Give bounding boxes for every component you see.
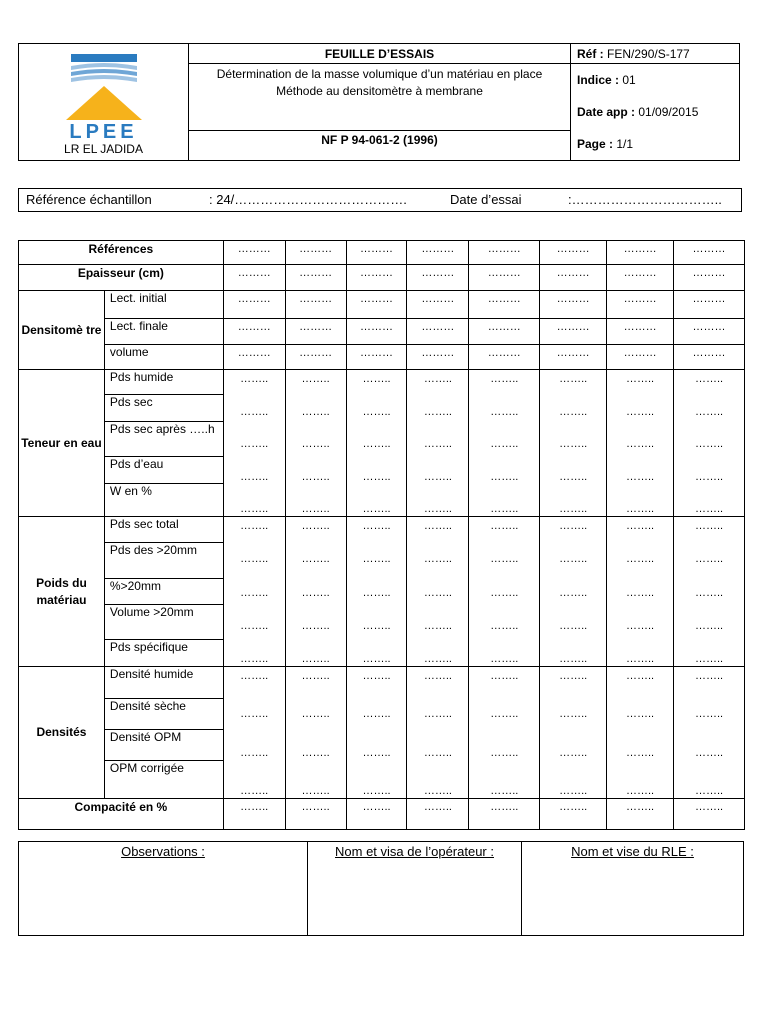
teneur-label: Teneur en eau — [19, 370, 105, 517]
value-cell[interactable]: …….. — [240, 619, 269, 632]
value-cell[interactable]: …….. — [626, 653, 655, 665]
doc-type: FEUILLE D’ESSAIS — [189, 44, 571, 64]
value-cell[interactable]: …….. — [694, 670, 724, 682]
value-cell[interactable]: …….. — [559, 746, 588, 759]
value-cell[interactable]: …….. — [362, 586, 391, 599]
value-column[interactable] — [346, 517, 407, 667]
value-cell[interactable]: …….. — [559, 670, 588, 682]
meta-cell — [571, 64, 740, 161]
value-cell[interactable]: …….. — [694, 553, 724, 566]
value-cell[interactable]: …….. — [626, 438, 655, 450]
value-cell[interactable]: …….. — [694, 784, 724, 797]
value-cell[interactable]: …….. — [240, 586, 269, 599]
value-column[interactable] — [223, 370, 285, 517]
value-cell[interactable]: …….. — [423, 670, 452, 682]
value-cell[interactable]: …….. — [626, 708, 655, 721]
value-cell[interactable]: …….. — [423, 405, 452, 418]
value-cell[interactable]: …….. — [301, 405, 330, 418]
row-label: OPM corrigée — [104, 760, 223, 798]
value-cell[interactable]: …….. — [626, 470, 655, 483]
value-column[interactable] — [407, 517, 469, 667]
value-cell[interactable]: …….. — [301, 746, 330, 759]
value-cell[interactable]: …….. — [490, 438, 519, 450]
sample-ref-label: Référence échantillon — [26, 192, 152, 207]
value-cell[interactable]: …….. — [240, 553, 269, 566]
value-column[interactable] — [469, 517, 540, 667]
value-cell[interactable]: …….. — [240, 746, 269, 759]
value-cell[interactable]: …….. — [626, 405, 655, 418]
measurement-grid — [18, 240, 745, 830]
row-label: Lect. finale — [104, 319, 223, 345]
value-column[interactable] — [407, 667, 469, 799]
value-cell[interactable]: ……… — [674, 241, 745, 265]
value-cell[interactable]: ……… — [223, 241, 285, 265]
value-cell[interactable]: …….. — [490, 784, 519, 797]
value-cell[interactable]: …….. — [694, 438, 724, 450]
value-cell[interactable]: …….. — [423, 746, 452, 759]
value-cell[interactable]: …….. — [362, 708, 391, 721]
value-cell[interactable]: ……… — [285, 291, 346, 319]
title-line1: Détermination de la masse volumique d’un matériau en place — [216, 67, 543, 81]
value-cell[interactable]: …….. — [490, 520, 519, 532]
page-value: 1/1 — [613, 137, 634, 151]
references-label: Références — [19, 241, 224, 265]
value-cell[interactable]: …….. — [407, 799, 469, 830]
row-label: Pds sec après …..h — [104, 422, 223, 456]
value-cell[interactable]: …….. — [490, 405, 519, 418]
value-column[interactable] — [674, 517, 745, 667]
value-cell[interactable]: …….. — [301, 653, 330, 665]
value-column[interactable] — [285, 370, 346, 517]
row-label: Lect. initial — [104, 291, 223, 319]
value-cell[interactable]: …….. — [423, 619, 452, 632]
observations-label: Observations : — [121, 844, 205, 859]
rle-box[interactable] — [522, 842, 744, 936]
value-cell[interactable]: …….. — [362, 553, 391, 566]
value-cell[interactable]: ……… — [346, 319, 407, 345]
value-column[interactable] — [469, 370, 540, 517]
value-cell[interactable]: ……… — [607, 319, 674, 345]
value-column[interactable] — [607, 370, 674, 517]
value-cell[interactable]: …….. — [301, 784, 330, 797]
value-cell[interactable]: ……… — [607, 291, 674, 319]
ref-value: FEN/290/S-177 — [603, 46, 690, 61]
value-cell[interactable]: ……… — [407, 345, 469, 370]
value-cell[interactable]: ……… — [469, 291, 540, 319]
value-cell[interactable]: …….. — [362, 373, 391, 385]
densites-label: Densités — [19, 667, 105, 799]
value-column[interactable] — [407, 370, 469, 517]
value-column[interactable] — [674, 667, 745, 799]
densitometre-label: Densitomè tre — [19, 291, 105, 370]
value-cell[interactable]: …….. — [559, 503, 588, 515]
value-cell[interactable]: …….. — [559, 708, 588, 721]
value-cell[interactable]: …….. — [469, 799, 540, 830]
value-cell[interactable]: …….. — [362, 670, 391, 682]
value-cell[interactable]: …….. — [559, 373, 588, 385]
test-date-label: Date d’essai — [450, 192, 522, 207]
value-cell[interactable]: ……… — [540, 345, 607, 370]
value-cell[interactable]: …….. — [362, 653, 391, 665]
value-cell[interactable]: ……… — [407, 265, 469, 291]
date-app-value: 01/09/2015 — [635, 105, 699, 119]
value-cell[interactable]: …….. — [490, 470, 519, 483]
value-column[interactable] — [285, 517, 346, 667]
value-cell[interactable]: ……… — [469, 345, 540, 370]
value-column[interactable] — [223, 667, 285, 799]
value-cell[interactable]: ……… — [346, 241, 407, 265]
compacite-label: Compacité en % — [19, 799, 224, 830]
value-cell[interactable]: …….. — [626, 373, 655, 385]
value-column[interactable] — [540, 517, 607, 667]
value-cell[interactable]: …….. — [559, 653, 588, 665]
row-label: Pds sec — [104, 395, 223, 422]
value-cell[interactable]: …….. — [240, 653, 269, 665]
poids-label: Poids du matériau — [19, 517, 105, 667]
value-cell[interactable]: ……… — [346, 345, 407, 370]
value-cell[interactable]: …….. — [674, 799, 745, 830]
value-cell[interactable]: …….. — [540, 799, 607, 830]
value-column[interactable] — [540, 370, 607, 517]
value-cell[interactable]: …….. — [301, 708, 330, 721]
value-cell[interactable]: …….. — [626, 619, 655, 632]
value-column[interactable] — [607, 667, 674, 799]
value-cell[interactable]: …….. — [240, 503, 269, 515]
value-cell[interactable]: ……… — [607, 345, 674, 370]
operator-label: Nom et visa de l’opérateur : — [335, 844, 494, 859]
value-cell[interactable]: …….. — [240, 373, 269, 385]
value-cell[interactable]: …….. — [490, 708, 519, 721]
value-cell[interactable]: …….. — [240, 708, 269, 721]
value-cell[interactable]: ……… — [607, 265, 674, 291]
value-cell[interactable]: …….. — [301, 586, 330, 599]
value-cell[interactable]: …….. — [301, 670, 330, 682]
value-cell[interactable]: ……… — [407, 291, 469, 319]
value-cell[interactable]: …….. — [301, 470, 330, 483]
value-cell[interactable]: …….. — [362, 784, 391, 797]
value-cell[interactable]: …….. — [559, 586, 588, 599]
value-cell[interactable]: …….. — [559, 470, 588, 483]
value-cell[interactable]: …….. — [301, 438, 330, 450]
value-cell[interactable]: ……… — [540, 291, 607, 319]
value-cell[interactable]: …….. — [240, 405, 269, 418]
value-cell[interactable]: ……… — [469, 265, 540, 291]
value-cell[interactable]: ……… — [223, 345, 285, 370]
value-cell[interactable]: …….. — [240, 470, 269, 483]
page-label: Page : — [577, 137, 614, 151]
lpee-logo-icon — [64, 52, 144, 122]
value-cell[interactable]: …….. — [626, 670, 655, 682]
value-cell[interactable]: …….. — [346, 799, 407, 830]
value-cell[interactable]: …….. — [240, 438, 269, 450]
value-cell[interactable]: ……… — [346, 291, 407, 319]
lab-name: LR EL JADIDA — [64, 142, 143, 156]
value-cell[interactable]: …….. — [223, 799, 285, 830]
value-cell[interactable]: ……… — [223, 319, 285, 345]
value-cell[interactable]: …….. — [490, 670, 519, 682]
value-cell[interactable]: …….. — [694, 586, 724, 599]
value-cell[interactable]: ……… — [469, 241, 540, 265]
value-cell[interactable]: …….. — [301, 520, 330, 532]
epaisseur-label: Epaisseur (cm) — [19, 265, 224, 291]
indice-label: Indice : — [577, 73, 620, 87]
value-cell[interactable]: …….. — [626, 586, 655, 599]
row-label: Pds humide — [104, 370, 223, 395]
value-cell[interactable]: …….. — [626, 784, 655, 797]
value-cell[interactable]: …….. — [694, 746, 724, 759]
value-cell[interactable]: ……… — [540, 241, 607, 265]
row-label: Pds des >20mm — [104, 543, 223, 579]
value-cell[interactable]: …….. — [607, 799, 674, 830]
row-label: Pds sec total — [104, 517, 223, 543]
row-label: volume — [104, 345, 223, 370]
sample-ref-value[interactable]: : 24/…………………………………. — [209, 192, 407, 207]
value-cell[interactable]: …….. — [490, 553, 519, 566]
value-column[interactable] — [607, 517, 674, 667]
value-cell[interactable]: ……… — [540, 319, 607, 345]
value-cell[interactable]: ……… — [407, 319, 469, 345]
row-label: Pds spécifique — [104, 639, 223, 666]
value-cell[interactable]: …….. — [490, 619, 519, 632]
value-column[interactable] — [223, 517, 285, 667]
observations-box[interactable] — [19, 842, 308, 936]
value-cell[interactable]: …….. — [362, 470, 391, 483]
value-cell[interactable]: ……… — [674, 265, 745, 291]
value-cell[interactable]: …….. — [301, 503, 330, 515]
value-cell[interactable]: ……… — [285, 345, 346, 370]
title-cell — [189, 64, 571, 131]
value-cell[interactable]: …….. — [301, 373, 330, 385]
value-cell[interactable]: …….. — [423, 784, 452, 797]
value-cell[interactable]: …….. — [694, 653, 724, 665]
rle-label: Nom et vise du RLE : — [571, 844, 694, 859]
value-cell[interactable]: …….. — [240, 784, 269, 797]
value-cell[interactable]: ……… — [674, 319, 745, 345]
value-cell[interactable]: …….. — [301, 619, 330, 632]
value-cell[interactable]: …….. — [362, 405, 391, 418]
value-cell[interactable]: …….. — [423, 653, 452, 665]
indice-value: 01 — [619, 73, 636, 87]
value-cell[interactable]: ……… — [540, 265, 607, 291]
row-label: Densité humide — [104, 667, 223, 699]
value-cell[interactable]: …….. — [362, 746, 391, 759]
value-cell[interactable]: …….. — [626, 503, 655, 515]
value-cell[interactable]: …….. — [559, 553, 588, 566]
value-cell[interactable]: …….. — [285, 799, 346, 830]
value-cell[interactable]: ……… — [346, 265, 407, 291]
value-cell[interactable]: …….. — [559, 784, 588, 797]
header-table — [18, 43, 740, 161]
value-cell[interactable]: ……… — [223, 291, 285, 319]
value-cell[interactable]: …….. — [423, 503, 452, 515]
signature-table — [18, 841, 744, 936]
value-column[interactable] — [346, 370, 407, 517]
value-cell[interactable]: …….. — [423, 438, 452, 450]
value-cell[interactable]: …….. — [559, 520, 588, 532]
value-cell[interactable]: ……… — [674, 291, 745, 319]
value-column[interactable] — [540, 667, 607, 799]
value-cell[interactable]: …….. — [362, 438, 391, 450]
value-cell[interactable]: …….. — [490, 653, 519, 665]
value-cell[interactable]: …….. — [694, 503, 724, 515]
sample-line — [18, 188, 742, 212]
value-cell[interactable]: …….. — [694, 405, 724, 418]
value-cell[interactable]: …….. — [423, 470, 452, 483]
value-cell[interactable]: …….. — [423, 586, 452, 599]
value-cell[interactable]: ……… — [607, 241, 674, 265]
logo-text: LPEE — [69, 121, 138, 143]
value-cell[interactable]: …….. — [694, 373, 724, 385]
value-column[interactable] — [346, 667, 407, 799]
value-cell[interactable]: …….. — [423, 553, 452, 566]
value-column[interactable] — [469, 667, 540, 799]
value-cell[interactable]: …….. — [694, 619, 724, 632]
value-cell[interactable]: …….. — [240, 520, 269, 532]
row-label: Densité sèche — [104, 699, 223, 730]
value-cell[interactable]: …….. — [559, 405, 588, 418]
ref-cell — [571, 44, 740, 64]
value-cell[interactable]: ……… — [223, 265, 285, 291]
value-cell[interactable]: ……… — [285, 265, 346, 291]
value-cell[interactable]: …….. — [423, 520, 452, 532]
value-cell[interactable]: …….. — [559, 438, 588, 450]
standard: NF P 94-061-2 (1996) — [189, 130, 571, 160]
operator-box[interactable] — [308, 842, 522, 936]
value-cell[interactable]: …….. — [423, 373, 452, 385]
value-cell[interactable]: …….. — [694, 470, 724, 483]
value-cell[interactable]: …….. — [423, 708, 452, 721]
date-app-label: Date app : — [577, 105, 636, 119]
row-label: Volume >20mm — [104, 604, 223, 639]
value-cell[interactable]: …….. — [559, 619, 588, 632]
row-label: W en % — [104, 483, 223, 516]
value-cell[interactable]: …….. — [490, 503, 519, 515]
logo-cell — [19, 44, 189, 161]
row-label: %>20mm — [104, 579, 223, 604]
value-column[interactable] — [285, 667, 346, 799]
test-date-value[interactable]: :…………………………….. — [568, 192, 722, 207]
value-cell[interactable]: ……… — [407, 241, 469, 265]
title-line2: Méthode au densitomètre à membrane — [276, 84, 483, 98]
value-cell[interactable]: ……… — [285, 241, 346, 265]
value-cell[interactable]: …….. — [694, 520, 724, 532]
row-label: Densité OPM — [104, 730, 223, 760]
value-column[interactable] — [674, 370, 745, 517]
value-cell[interactable]: ……… — [674, 345, 745, 370]
value-cell[interactable]: …….. — [301, 553, 330, 566]
value-cell[interactable]: …….. — [694, 708, 724, 721]
value-cell[interactable]: …….. — [490, 746, 519, 759]
value-cell[interactable]: …….. — [490, 373, 519, 385]
value-cell[interactable]: ……… — [285, 319, 346, 345]
value-cell[interactable]: …….. — [240, 670, 269, 682]
ref-label: Réf : — [577, 46, 604, 61]
value-cell[interactable]: …….. — [626, 553, 655, 566]
value-cell[interactable]: …….. — [490, 586, 519, 599]
row-label: Pds d’eau — [104, 456, 223, 483]
value-cell[interactable]: …….. — [626, 746, 655, 759]
value-cell[interactable]: …….. — [626, 520, 655, 532]
value-cell[interactable]: ……… — [469, 319, 540, 345]
value-cell[interactable]: …….. — [362, 619, 391, 632]
value-cell[interactable]: …….. — [362, 503, 391, 515]
value-cell[interactable]: …….. — [362, 520, 391, 532]
